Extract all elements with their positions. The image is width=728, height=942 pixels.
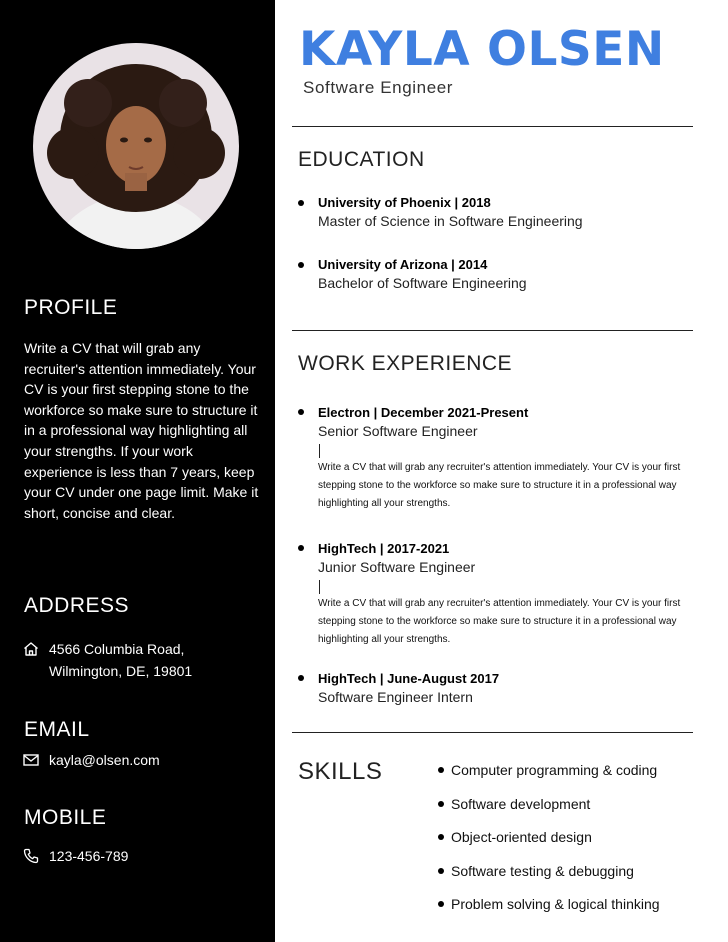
mobile-row [22, 846, 128, 868]
skill-item [438, 795, 660, 829]
email-heading: EMAIL [24, 718, 90, 741]
skill-label: Computer programming & coding [451, 762, 658, 778]
skill-label: Problem solving & logical thinking [451, 896, 660, 913]
divider [292, 732, 693, 733]
skill-item [438, 828, 660, 862]
skill-item [438, 862, 660, 896]
work-bullet [298, 545, 304, 551]
work-description: Write a CV that will grab any recruiter's attention immediately. Your CV is your first stepping stone to the workforce so make sure to structure it in a professional way highlighting all your strengths. [318, 598, 681, 645]
text-cursor [319, 444, 320, 458]
education-degree: Master of Science in Software Engineering [318, 213, 583, 229]
work-title: HighTech | 2017-2021 [318, 541, 450, 556]
mail-icon [22, 751, 40, 769]
candidate-role: Software Engineer [303, 78, 454, 97]
mobile-number[interactable]: 123-456-789 [49, 848, 129, 864]
education-item [318, 256, 708, 293]
skill-item [438, 895, 660, 929]
text-cursor [319, 580, 320, 594]
email-row [22, 750, 160, 772]
skills-list [438, 761, 660, 929]
work-title: Electron | December 2021-Present [318, 405, 529, 420]
education-title: University of Phoenix | 2018 [318, 195, 491, 210]
sidebar [0, 0, 275, 942]
work-position: Software Engineer Intern [318, 689, 473, 705]
skill-label: Object-oriented design [451, 829, 592, 846]
work-position: Junior Software Engineer [318, 559, 476, 575]
phone-icon [22, 847, 40, 865]
work-item [318, 670, 708, 707]
work-item [318, 540, 708, 649]
education-title: University of Arizona | 2014 [318, 257, 488, 272]
work-heading: WORK EXPERIENCE [298, 352, 513, 375]
divider [292, 126, 693, 127]
profile-heading: PROFILE [24, 296, 118, 319]
work-title: HighTech | June-August 2017 [318, 671, 500, 686]
skill-item [438, 761, 660, 795]
address-row [22, 639, 192, 682]
divider [292, 330, 693, 331]
address-line-2: Wilmington, DE, 19801 [49, 662, 193, 679]
work-item [318, 404, 708, 513]
home-icon [22, 640, 40, 658]
education-heading: EDUCATION [298, 148, 425, 171]
skill-bullet [438, 767, 444, 773]
address-line-1: 4566 Columbia Road, [49, 641, 185, 657]
education-bullet [298, 262, 304, 268]
candidate-name: KAYLA OLSEN [299, 22, 665, 77]
education-item [318, 194, 708, 231]
email-link[interactable]: kayla@olsen.com [49, 752, 160, 768]
profile-text: Write a CV that will grab any recruiter's attention immediately. Your CV is your first stepping stone to the workforce so make sure to structure it in a professional way highlighting all your strengths. If your work experience is less than 7 years, keep your CV under one page limit. Make it short, concise and clear. [24, 340, 259, 521]
profile-photo-illustration [33, 43, 239, 249]
skill-label: Software testing & debugging [451, 862, 634, 879]
education-degree: Bachelor of Software Engineering [318, 275, 527, 291]
address-heading: ADDRESS [24, 594, 130, 617]
skill-bullet [438, 801, 444, 807]
skill-label: Software development [451, 795, 591, 812]
work-position: Senior Software Engineer [318, 423, 478, 439]
work-bullet [298, 409, 304, 415]
work-description: Write a CV that will grab any recruiter's attention immediately. Your CV is your first stepping stone to the workforce so make sure to structure it in a professional way highlighting all your strengths. [318, 462, 681, 509]
skill-bullet [438, 868, 444, 874]
address-text [49, 639, 192, 682]
education-bullet [298, 200, 304, 206]
work-bullet [298, 675, 304, 681]
profile-photo [33, 43, 239, 249]
skill-bullet [438, 901, 444, 907]
mobile-heading: MOBILE [24, 806, 107, 829]
skill-bullet [438, 834, 444, 840]
skills-heading: SKILLS [298, 758, 383, 785]
